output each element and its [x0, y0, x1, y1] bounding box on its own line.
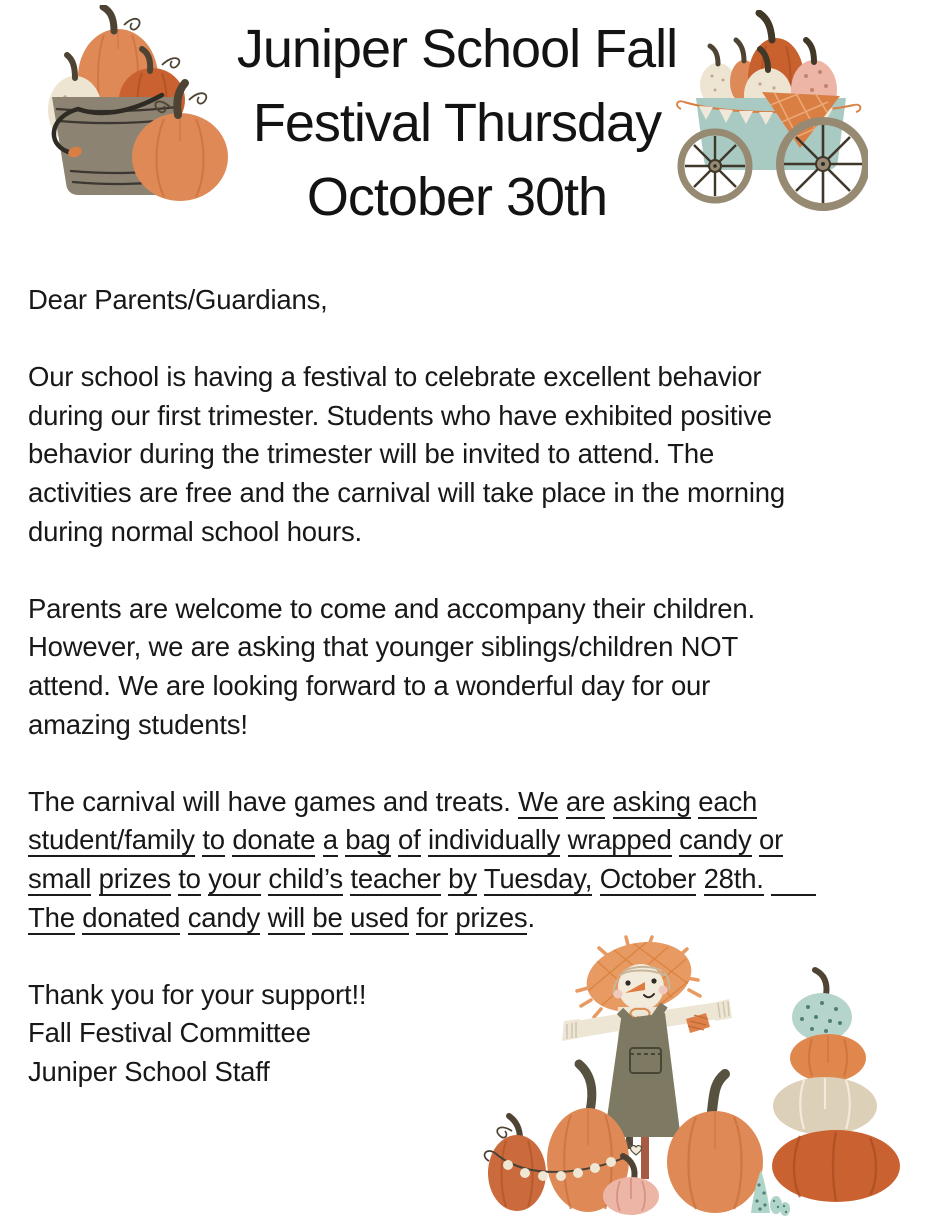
paragraph3-line — [28, 821, 933, 860]
donation-request-underlined: small prizes to your child’s teacher by Tuesday, October 28th. — [28, 862, 764, 894]
pumpkin-big-center — [667, 1074, 763, 1213]
salutation: Dear Parents/Guardians, — [28, 284, 328, 315]
paragraph1-line: behavior during the trimester will be invited to attend. The — [28, 438, 715, 470]
blank-line — [28, 551, 933, 590]
paragraph2-line: However, we are asking that younger siblings/children NOT — [28, 631, 739, 663]
blank-line — [28, 744, 933, 783]
closing-committee: Fall Festival Committee — [28, 1017, 311, 1049]
scarecrow-pole — [641, 1137, 649, 1179]
title-line-2: Festival Thursday — [252, 93, 662, 153]
pumpkin-left-dark — [488, 1116, 546, 1211]
paragraph2-line: amazing students! — [28, 708, 248, 740]
donation-request-underlined: The donated candy will be used for prizes — [28, 901, 528, 933]
scarecrow-pumpkins-icon — [468, 933, 940, 1218]
closing-staff: Juniper School Staff — [28, 1055, 270, 1087]
pumpkin-stack — [772, 970, 900, 1202]
paragraph3-lead: The carnival will have games and treats. — [28, 785, 519, 817]
paragraph1-line: Our school is having a festival to celebrate excellent behavior — [28, 361, 762, 393]
donation-request-underlined: We are asking each — [518, 785, 758, 817]
title-line-1: Juniper School Fall — [236, 19, 678, 79]
paragraph3-period: . — [527, 901, 535, 933]
paragraph3-line — [28, 899, 933, 938]
underline-tail — [771, 863, 816, 896]
paragraph3-line — [28, 860, 933, 899]
paragraph1-line: during normal school hours. — [28, 515, 362, 547]
wagon-wheel-right — [780, 121, 866, 207]
heart-tag — [631, 1146, 642, 1155]
wagon-wheel-left — [681, 132, 749, 200]
paragraph2-line: Parents are welcome to come and accompany their children. — [28, 592, 755, 624]
teal-mushrooms — [770, 1196, 790, 1216]
pumpkin-wagon-icon — [668, 10, 868, 220]
donation-request-underlined: student/family to donate a bag of individually wrapped candy or — [28, 824, 784, 856]
title-line-3: October 30th — [306, 167, 608, 227]
closing-thanks: Thank you for your support!! — [28, 978, 367, 1010]
paragraph3-line — [28, 783, 933, 822]
pumpkin-bucket-icon — [30, 5, 230, 205]
blank-line — [28, 320, 933, 359]
paragraph1-line: activities are free and the carnival will take place in the morning — [28, 476, 785, 508]
paragraph2-line: attend. We are looking forward to a wonderful day for our — [28, 669, 711, 701]
paragraph1-line: during our first trimester. Students who have exhibited positive — [28, 399, 772, 431]
